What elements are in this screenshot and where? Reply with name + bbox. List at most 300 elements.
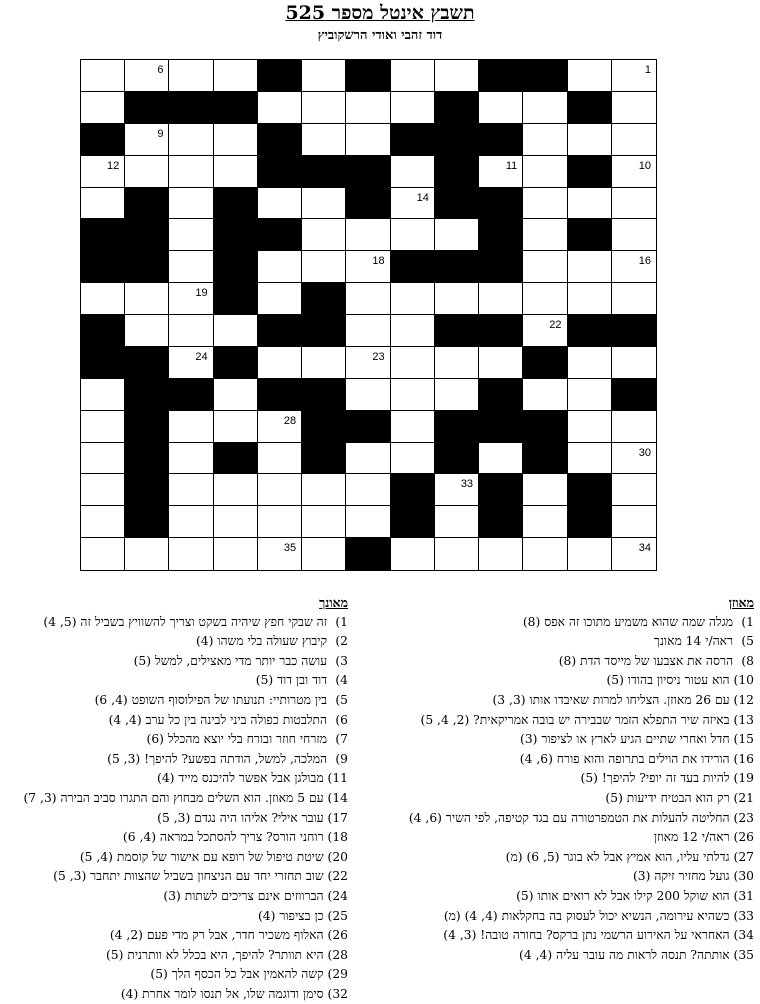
grid-cell[interactable]: [612, 60, 656, 92]
grid-cell[interactable]: [81, 379, 125, 411]
grid-cell[interactable]: [568, 347, 612, 379]
grid-cell[interactable]: [258, 538, 302, 570]
grid-block: [346, 188, 390, 220]
grid-block: [523, 411, 567, 443]
grid-cell[interactable]: [346, 251, 390, 283]
grid-block: [302, 443, 346, 475]
clue-text: כשהיא עירומה, הנשיא יכול לעסוק בה בחקלאות (4, 4) (מ): [443, 908, 734, 923]
clue-index: 32): [327, 986, 348, 1001]
across-heading: מאוזן: [728, 595, 754, 610]
clue-index: 30): [733, 869, 754, 884]
grid-cell[interactable]: [302, 60, 346, 92]
grid-cell[interactable]: [258, 347, 302, 379]
down-clue: [6, 867, 348, 887]
across-clue: [398, 907, 754, 927]
grid-cell[interactable]: [214, 156, 258, 188]
grid-block: [346, 156, 390, 188]
down-clue: [6, 809, 348, 829]
grid-cell[interactable]: [523, 124, 567, 156]
grid-cell[interactable]: [391, 283, 435, 315]
clue-text: עובר אילי? אליהו היה נגדם (3, 5): [157, 810, 328, 825]
clue-number: 19: [195, 287, 208, 300]
across-clue: [398, 887, 754, 907]
grid-cell[interactable]: [568, 251, 612, 283]
grid-cell[interactable]: [81, 92, 125, 124]
puzzle-authors: דוד זהבי ואודי הרשקוביץ: [317, 28, 443, 43]
down-clue: [6, 730, 348, 750]
across-clue: [398, 711, 754, 731]
grid-block: [479, 379, 523, 411]
grid-cell[interactable]: [391, 315, 435, 347]
clue-number: 16: [638, 255, 651, 268]
clue-number: 6: [157, 64, 164, 76]
down-clue: [6, 848, 348, 868]
grid-block: [568, 92, 612, 124]
clue-number: 35: [283, 542, 297, 555]
grid-cell[interactable]: [125, 283, 169, 315]
down-clue: [6, 769, 348, 789]
grid-cell[interactable]: [258, 251, 302, 283]
clue-text: שיטת טיפול של רופא עם אישור של קוסמת (4, 5): [79, 849, 328, 864]
grid-cell[interactable]: [169, 60, 213, 92]
down-clue: [6, 613, 348, 633]
grid-cell[interactable]: [523, 315, 567, 347]
grid-cell[interactable]: [346, 443, 390, 475]
clue-index: 4): [335, 673, 348, 688]
grid-cell[interactable]: [125, 315, 169, 347]
grid-cell[interactable]: [479, 538, 523, 570]
grid-cell[interactable]: [169, 219, 213, 251]
grid-cell[interactable]: [346, 315, 390, 347]
grid-cell[interactable]: [568, 379, 612, 411]
grid-cell[interactable]: [612, 506, 656, 538]
grid-cell[interactable]: [435, 379, 479, 411]
clue-number: 22: [549, 319, 562, 331]
across-clue: [398, 926, 754, 946]
grid-cell[interactable]: [169, 443, 213, 475]
across-clue: [398, 769, 754, 789]
grid-cell[interactable]: [81, 538, 125, 570]
grid-cell[interactable]: [612, 347, 656, 379]
grid-cell[interactable]: [479, 347, 523, 379]
grid-cell[interactable]: [435, 347, 479, 379]
grid-cell[interactable]: [258, 443, 302, 475]
grid-block: [81, 251, 125, 283]
clue-index: 18): [327, 830, 348, 845]
grid-cell[interactable]: [81, 156, 125, 188]
clue-text: רוחני הורס? צריך להסתכל במראה (4, 6): [122, 830, 328, 845]
grid-block: [568, 156, 612, 188]
grid-block: [435, 315, 479, 347]
grid-block: [214, 188, 258, 220]
grid-block: [81, 124, 125, 156]
grid-block: [125, 411, 169, 443]
across-clue: [398, 613, 754, 633]
across-clue: [398, 848, 754, 868]
grid-cell[interactable]: [391, 60, 435, 92]
clue-number: 34: [638, 542, 651, 555]
grid-cell[interactable]: [435, 538, 479, 570]
grid-cell[interactable]: [169, 411, 213, 443]
grid-cell[interactable]: [302, 251, 346, 283]
grid-cell[interactable]: [81, 188, 125, 220]
grid-block: [479, 188, 523, 220]
across-clue: [398, 691, 754, 711]
grid-block: [523, 60, 567, 92]
grid-cell[interactable]: [346, 506, 390, 538]
grid-cell[interactable]: [169, 347, 213, 379]
grid-cell[interactable]: [523, 188, 567, 220]
down-clue: [6, 711, 348, 731]
grid-cell[interactable]: [214, 315, 258, 347]
clue-number: 33: [460, 478, 474, 491]
down-clue: [6, 985, 348, 1004]
grid-cell[interactable]: [568, 283, 612, 315]
clue-index: 26): [327, 928, 348, 943]
grid-cell[interactable]: [612, 251, 656, 283]
grid-block: [568, 474, 612, 506]
grid-cell[interactable]: [435, 506, 479, 538]
grid-block: [125, 506, 169, 538]
grid-block: [125, 219, 169, 251]
grid-cell[interactable]: [169, 188, 213, 220]
grid-cell[interactable]: [612, 156, 656, 188]
grid-block: [435, 124, 479, 156]
grid-cell[interactable]: [125, 60, 169, 92]
grid-cell[interactable]: [214, 506, 258, 538]
grid-cell[interactable]: [214, 124, 258, 156]
clue-index: 26): [733, 830, 754, 845]
clue-text: מזרחי חוזר ובורח בלי יוצא מהכלל (6): [146, 732, 331, 747]
clue-index: 13): [733, 712, 754, 727]
grid-block: [435, 188, 479, 220]
grid-block: [479, 411, 523, 443]
clue-number: 10: [638, 159, 651, 172]
grid-block: [346, 60, 390, 92]
grid-cell[interactable]: [302, 219, 346, 251]
down-clue: [6, 691, 348, 711]
clue-text: באיזה שיר התפלא הזמר שבבירה יש בובה אמריקאית? (2, 4, 5): [420, 712, 734, 727]
clue-index: 22): [327, 869, 348, 884]
clue-text: קשה להאמין אבל כל הכסף הלך (5): [150, 967, 328, 982]
grid-cell[interactable]: [302, 92, 346, 124]
clue-index: 8): [741, 653, 754, 668]
across-clue: [398, 867, 754, 887]
grid-cell[interactable]: [258, 283, 302, 315]
grid-block: [214, 251, 258, 283]
grid-cell[interactable]: [346, 283, 390, 315]
grid-block: [125, 347, 169, 379]
grid-block: [81, 219, 125, 251]
grid-cell[interactable]: [612, 474, 656, 506]
grid-block: [479, 315, 523, 347]
grid-block: [214, 219, 258, 251]
grid-cell[interactable]: [169, 156, 213, 188]
grid-cell[interactable]: [568, 411, 612, 443]
clue-text: מבולגן אבל אפשר להיכנס מייד (4): [157, 771, 328, 786]
grid-cell[interactable]: [523, 156, 567, 188]
grid-cell[interactable]: [169, 315, 213, 347]
clue-text: הברווזים אינם צריכים לשתות (3): [163, 888, 328, 903]
across-clues: [398, 593, 754, 965]
grid-cell[interactable]: [169, 283, 213, 315]
grid-cell[interactable]: [523, 538, 567, 570]
grid-cell[interactable]: [391, 219, 435, 251]
clue-index: 21): [733, 790, 754, 805]
down-clues: [6, 593, 348, 1004]
grid-block: [258, 124, 302, 156]
grid-cell[interactable]: [302, 538, 346, 570]
down-clue: [6, 750, 348, 770]
grid-block: [612, 379, 656, 411]
grid-block: [258, 219, 302, 251]
clue-index: 5): [741, 634, 754, 649]
clue-number: 1: [644, 64, 651, 76]
grid-block: [258, 60, 302, 92]
grid-block: [214, 443, 258, 475]
grid-block: [479, 124, 523, 156]
clue-text: סימן ודוגמה שלו, אל תנסו לומר אחרת (4): [120, 986, 328, 1001]
across-clue: [398, 652, 754, 672]
grid-block: [435, 92, 479, 124]
down-clue: [6, 671, 348, 691]
grid-cell[interactable]: [125, 156, 169, 188]
grid-cell[interactable]: [523, 219, 567, 251]
grid-block: [258, 156, 302, 188]
grid-block: [125, 251, 169, 283]
grid-cell[interactable]: [169, 124, 213, 156]
grid-cell[interactable]: [258, 474, 302, 506]
grid-cell[interactable]: [258, 506, 302, 538]
grid-cell[interactable]: [169, 506, 213, 538]
clue-text: להיות בעד זה יופי? להיפך! (5): [580, 771, 734, 786]
down-clue: [6, 965, 348, 985]
grid-block: [479, 251, 523, 283]
clue-text: רק הוא הבטיח ידיעות (5): [605, 790, 734, 805]
grid-cell[interactable]: [258, 92, 302, 124]
grid-cell[interactable]: [302, 124, 346, 156]
grid-cell[interactable]: [81, 474, 125, 506]
clue-index: 2): [335, 634, 348, 649]
grid-block: [81, 315, 125, 347]
grid-cell[interactable]: [523, 283, 567, 315]
grid-cell[interactable]: [81, 411, 125, 443]
clue-index: 35): [733, 947, 754, 962]
grid-cell[interactable]: [302, 506, 346, 538]
grid-cell[interactable]: [523, 92, 567, 124]
grid-cell[interactable]: [214, 60, 258, 92]
clue-text: אותתה? תנסה לראות מה עובר עליה (4, 4): [519, 947, 734, 962]
clue-index: 15): [733, 732, 754, 747]
clue-text: זה שבקי חפץ שיהיה בשקט וצריך להשוויץ בשביל זה (5, 4): [43, 614, 331, 629]
grid-cell[interactable]: [391, 443, 435, 475]
clue-number: 12: [106, 159, 120, 172]
grid-cell[interactable]: [568, 60, 612, 92]
grid-cell[interactable]: [391, 188, 435, 220]
clue-text: הוא עטור ניסיון בהודו (5): [606, 673, 734, 688]
clue-index: 17): [327, 810, 348, 825]
down-clue: [6, 926, 348, 946]
grid-cell[interactable]: [523, 251, 567, 283]
grid-cell[interactable]: [346, 379, 390, 411]
down-heading: מאונך: [319, 595, 348, 610]
grid-cell[interactable]: [169, 474, 213, 506]
grid-block: [169, 379, 213, 411]
clue-index: 11): [327, 771, 348, 786]
grid-block: [479, 219, 523, 251]
clue-text: הרסה את אצבעו של מייסד הדת (8): [558, 653, 737, 668]
clue-text: האלוף משכיר חדר, אבל רק מדי פעם (2, 4): [109, 928, 328, 943]
grid-block: [81, 347, 125, 379]
down-clue: [6, 789, 348, 809]
across-clue: [398, 946, 754, 966]
clue-text: מגלה שמה שהוא משמיע מתוכו זה אפס (8): [522, 614, 737, 629]
clue-text: המלכה, למשל, הודתה בפשע? להיפך! (3, 5): [107, 751, 331, 766]
grid-cell[interactable]: [523, 474, 567, 506]
grid-block: [125, 188, 169, 220]
clue-number: 11: [505, 159, 518, 172]
grid-cell[interactable]: [612, 283, 656, 315]
grid-cell[interactable]: [346, 124, 390, 156]
grid-cell[interactable]: [479, 156, 523, 188]
grid-block: [346, 411, 390, 443]
grid-block: [391, 506, 435, 538]
clue-index: 6): [335, 712, 348, 727]
clue-index: 5): [335, 692, 348, 707]
grid-cell[interactable]: [81, 60, 125, 92]
grid-cell[interactable]: [346, 219, 390, 251]
clue-index: 16): [733, 751, 754, 766]
clue-index: 7): [335, 732, 348, 747]
grid-block: [435, 411, 479, 443]
clue-text: דוד ובן דוד (5): [255, 673, 331, 688]
grid-block: [435, 443, 479, 475]
grid-cell[interactable]: [391, 411, 435, 443]
grid-cell[interactable]: [214, 538, 258, 570]
clue-number: 30: [638, 446, 651, 459]
clue-text: עושה כבר יותר מדי מאצילים, למשל (5): [133, 653, 331, 668]
grid-cell[interactable]: [523, 506, 567, 538]
grid-cell[interactable]: [479, 443, 523, 475]
grid-cell[interactable]: [302, 474, 346, 506]
grid-cell[interactable]: [125, 124, 169, 156]
clue-text: שוב תחזרי יחד עם הניצחון בשביל שהצוות יתחבר (3, 5): [53, 869, 328, 884]
grid-cell[interactable]: [612, 219, 656, 251]
clue-number: 14: [416, 191, 429, 204]
clue-index: 19): [733, 771, 754, 786]
grid-cell[interactable]: [302, 347, 346, 379]
clue-number: 9: [157, 127, 164, 140]
across-clue: [398, 828, 754, 848]
grid-cell[interactable]: [391, 379, 435, 411]
grid-cell[interactable]: [346, 474, 390, 506]
clue-index: 24): [327, 888, 348, 903]
grid-cell[interactable]: [169, 538, 213, 570]
grid-cell[interactable]: [346, 347, 390, 379]
grid-cell[interactable]: [612, 443, 656, 475]
clue-index: 27): [733, 849, 754, 864]
clue-index: 1): [741, 614, 754, 629]
grid-block: [302, 411, 346, 443]
down-clue: [6, 632, 348, 652]
clue-text: עם 26 מאוזן. הצליחו למרות שאיבדו אותו (3, 3): [492, 692, 734, 707]
clue-number: 28: [283, 414, 297, 427]
across-clue: [398, 789, 754, 809]
grid-cell[interactable]: [125, 538, 169, 570]
grid-block: [479, 60, 523, 92]
grid-cell[interactable]: [568, 124, 612, 156]
grid-block: [612, 315, 656, 347]
grid-cell[interactable]: [391, 347, 435, 379]
grid-cell[interactable]: [435, 283, 479, 315]
grid-block: [258, 315, 302, 347]
grid-cell[interactable]: [568, 188, 612, 220]
grid-cell[interactable]: [479, 92, 523, 124]
grid-cell[interactable]: [214, 474, 258, 506]
grid-cell[interactable]: [435, 219, 479, 251]
grid-cell[interactable]: [214, 411, 258, 443]
grid-cell[interactable]: [612, 538, 656, 570]
grid-cell[interactable]: [391, 92, 435, 124]
clue-index: 34): [733, 928, 754, 943]
grid-cell[interactable]: [568, 443, 612, 475]
grid-cell[interactable]: [523, 379, 567, 411]
grid-cell[interactable]: [435, 474, 479, 506]
across-clue: [398, 671, 754, 691]
grid-block: [214, 92, 258, 124]
grid-cell[interactable]: [302, 188, 346, 220]
clue-index: 9): [335, 751, 348, 766]
clue-index: 29): [327, 967, 348, 982]
clue-text: גדלתי עליו, הוא אמיץ אבל לא בוגר (5, 6) (מ): [505, 849, 734, 864]
grid-block: [391, 124, 435, 156]
grid-cell[interactable]: [391, 156, 435, 188]
grid-cell[interactable]: [81, 443, 125, 475]
clue-text: ראה/י 14 מאונך: [653, 634, 737, 649]
grid-cell[interactable]: [391, 538, 435, 570]
grid-cell[interactable]: [258, 188, 302, 220]
grid-cell[interactable]: [612, 92, 656, 124]
down-clue: [6, 907, 348, 927]
grid-cell[interactable]: [435, 60, 479, 92]
down-clue-list: [6, 613, 348, 1004]
grid-block: [302, 379, 346, 411]
grid-block: [214, 347, 258, 379]
down-clue: [6, 828, 348, 848]
grid-cell[interactable]: [169, 251, 213, 283]
down-clue: [6, 887, 348, 907]
grid-cell[interactable]: [81, 506, 125, 538]
grid-cell[interactable]: [568, 538, 612, 570]
grid-block: [169, 92, 213, 124]
crossword-grid: [80, 59, 657, 571]
grid-cell[interactable]: [479, 283, 523, 315]
grid-cell[interactable]: [346, 92, 390, 124]
grid-cell[interactable]: [612, 411, 656, 443]
grid-block: [125, 443, 169, 475]
grid-block: [302, 315, 346, 347]
grid-cell[interactable]: [81, 283, 125, 315]
clue-text: בין מטרותיי: תנועתו של הפילוסוף השופט (4, 6): [94, 692, 331, 707]
grid-cell[interactable]: [612, 188, 656, 220]
clue-text: היא תוותר? להיפך, היא בכלל לא וותרנית (5): [105, 947, 328, 962]
grid-cell[interactable]: [214, 379, 258, 411]
grid-cell[interactable]: [258, 411, 302, 443]
clue-index: 23): [733, 810, 754, 825]
puzzle-title: תשבץ אינטל מספר 525: [285, 2, 475, 24]
grid-block: [391, 251, 435, 283]
grid-cell[interactable]: [612, 124, 656, 156]
